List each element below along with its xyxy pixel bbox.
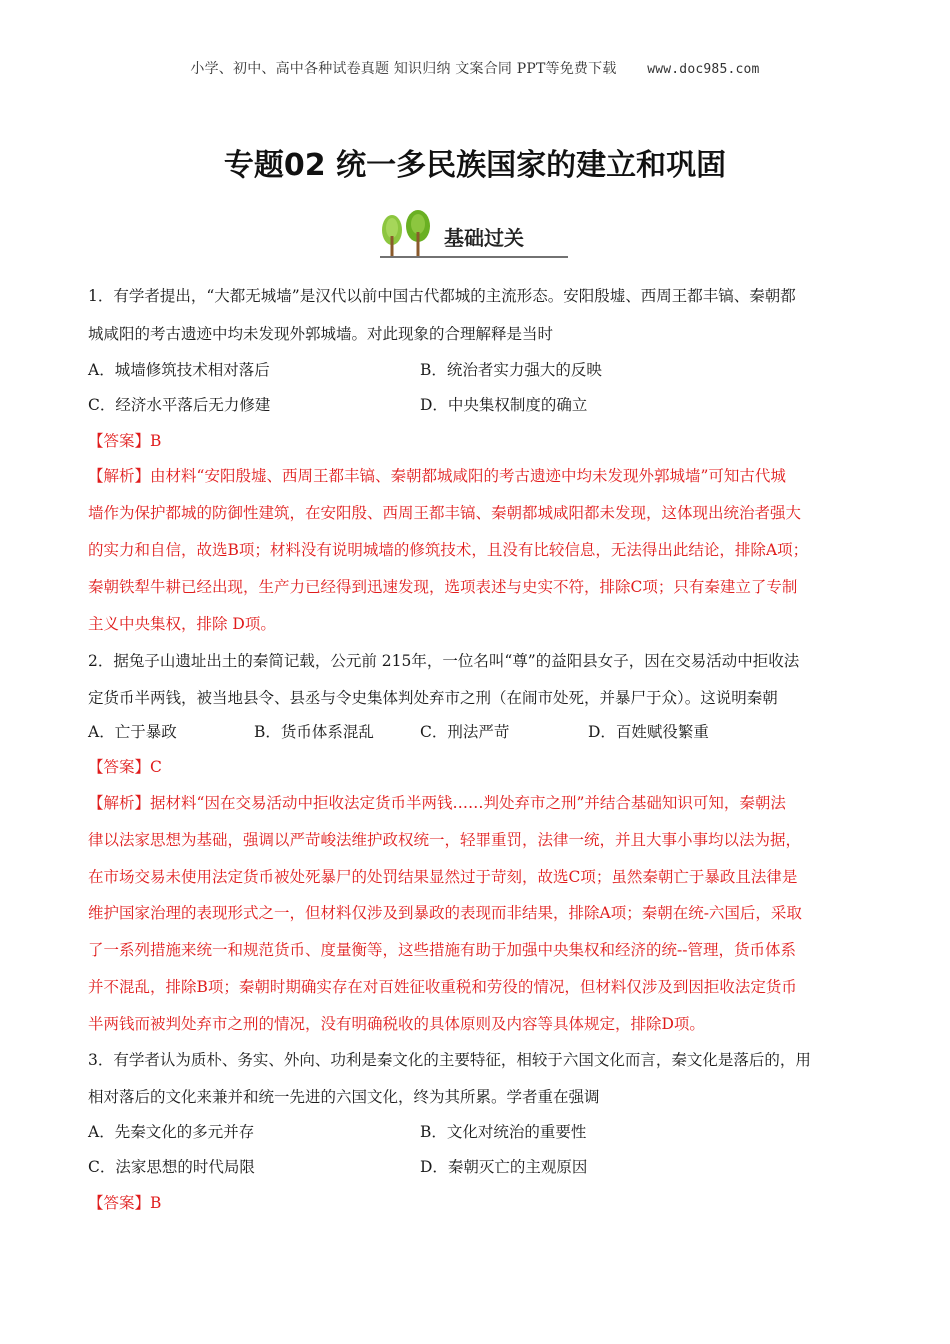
answer-value: B xyxy=(150,1194,162,1212)
q2-analysis-line-6: 并不混乱，排除B项；秦朝时期确实存在对百姓征收重税和劳役的情况，但材料仅涉及到因拒收法定货币 xyxy=(88,978,797,996)
header-text: 小学、初中、高中各种试卷真题 知识归纳 文案合同 PPT等免费下载 xyxy=(190,61,617,77)
q1-answer xyxy=(88,429,161,453)
analysis-label: 【解析】 xyxy=(88,794,151,812)
q1-option-c: C．经济水平落后无力修建 xyxy=(88,396,271,414)
q1-analysis-line-3: 的实力和自信，故选B项；材料没有说明城墙的修筑技术，且没有比较信息，无法得出此结论，排除A项； xyxy=(88,541,809,559)
q1-analysis-line-2: 墙作为保护都城的防御性建筑，在安阳殷、西周王都丰镐、秦朝都城咸阳都未发现，这体现出统治者强大 xyxy=(88,504,802,522)
answer-label: 【答案】 xyxy=(88,432,151,450)
q1-option-a: A．城墙修筑技术相对落后 xyxy=(88,361,270,379)
answer-value: C xyxy=(150,758,162,776)
page-title: 专题02 统一多民族国家的建立和巩固 xyxy=(223,148,727,183)
q1-stem-line-2: 城咸阳的考古遗迹中均未发现外郭城墙。对此现象的合理解释是当时 xyxy=(88,325,554,343)
q1-option-d: D．中央集权制度的确立 xyxy=(420,396,588,414)
analysis-label: 【解析】 xyxy=(88,467,151,485)
answer-label: 【答案】 xyxy=(88,758,151,776)
q2-stem-line-1: 2．据兔子山遗址出土的秦简记载，公元前 215年，一位名叫“尊”的益阳县女子，因在交易活动中拒收法 xyxy=(88,652,800,670)
q2-analysis-line-2: 律以法家思想为基础，强调以严苛峻法维护政权统一，轻罪重罚，法律一统，并且大事小事均以法为据， xyxy=(88,831,802,849)
q2-answer xyxy=(88,755,162,779)
answer-value: B xyxy=(150,432,162,450)
q3-option-a: A．先秦文化的多元并存 xyxy=(88,1123,255,1141)
q2-option-a: A．亡于暴政 xyxy=(88,723,177,741)
q2-analysis-line-1 xyxy=(88,791,786,815)
q3-stem-line-2: 相对落后的文化来兼并和统一先进的六国文化，终为其所累。学者重在强调 xyxy=(88,1088,600,1106)
q1-analysis-line-4: 秦朝铁犁牛耕已经出现，生产力已经得到迅速发现，选项表述与史实不符，排除C项；只有秦建立了专制 xyxy=(88,578,798,596)
q2-analysis-line-7: 半两钱而被判处弃市之刑的情况，没有明确税收的具体原则及内容等具体规定，排除D项。 xyxy=(88,1015,705,1033)
q2-option-b: B．货币体系混乱 xyxy=(254,723,374,741)
analysis-text: 据材料“因在交易活动中拒收法定货币半两钱……判处弃市之刑”并结合基础知识可知，秦朝法 xyxy=(150,794,786,812)
q3-stem-line-1: 3．有学者认为质朴、务实、外向、功利是秦文化的主要特征，相较于六国文化而言，秦文化是落后的，用 xyxy=(88,1051,811,1069)
analysis-text: 由材料“安阳殷墟、西周王都丰镐、秦朝都城咸阳的考古遗迹中均未发现外郭城墙”可知古代城 xyxy=(150,467,786,485)
q2-analysis-line-3: 在市场交易未使用法定货币被处死暴尸的处罚结果显然过于苛刻，故选C项；虽然秦朝亡于暴政且法律是 xyxy=(88,868,798,886)
header-url[interactable]: www.doc985.com xyxy=(647,62,760,77)
q2-analysis-line-4: 维护国家治理的表现形式之一，但材料仅涉及到暴政的表现而非结果，排除A项；秦朝在统-六国后，采取 xyxy=(88,904,802,922)
q2-option-c: C．刑法严苛 xyxy=(420,723,510,741)
q1-analysis-line-5: 主义中央集权，排除 D项。 xyxy=(88,615,276,633)
badge-label: 基础过关 xyxy=(444,226,524,250)
answer-label: 【答案】 xyxy=(88,1194,151,1212)
q3-option-d: D．秦朝灭亡的主观原因 xyxy=(420,1158,588,1176)
q1-stem-line-1: 1．有学者提出，“大都无城墙”是汉代以前中国古代都城的主流形态。安阳殷墟、西周王都丰镐、秦朝都 xyxy=(88,287,796,305)
q3-option-b: B．文化对统治的重要性 xyxy=(420,1123,587,1141)
q1-option-b: B．统治者实力强大的反映 xyxy=(420,361,602,379)
q3-answer xyxy=(88,1191,161,1215)
q1-analysis-line-1 xyxy=(88,464,786,488)
page-header xyxy=(0,58,950,78)
q2-stem-line-2: 定货币半两钱，被当地县令、县丞与令史集体判处弃市之刑（在闹市处死，并暴尸于众）。这说明秦朝 xyxy=(88,689,778,707)
q3-option-c: C．法家思想的时代局限 xyxy=(88,1158,255,1176)
q2-option-d: D．百姓赋役繁重 xyxy=(588,723,709,741)
section-badge xyxy=(378,210,572,262)
q2-analysis-line-5: 了一系列措施来统一和规范货币、度量衡等，这些措施有助于加强中央集权和经济的统--管理，货币体系 xyxy=(88,941,796,959)
